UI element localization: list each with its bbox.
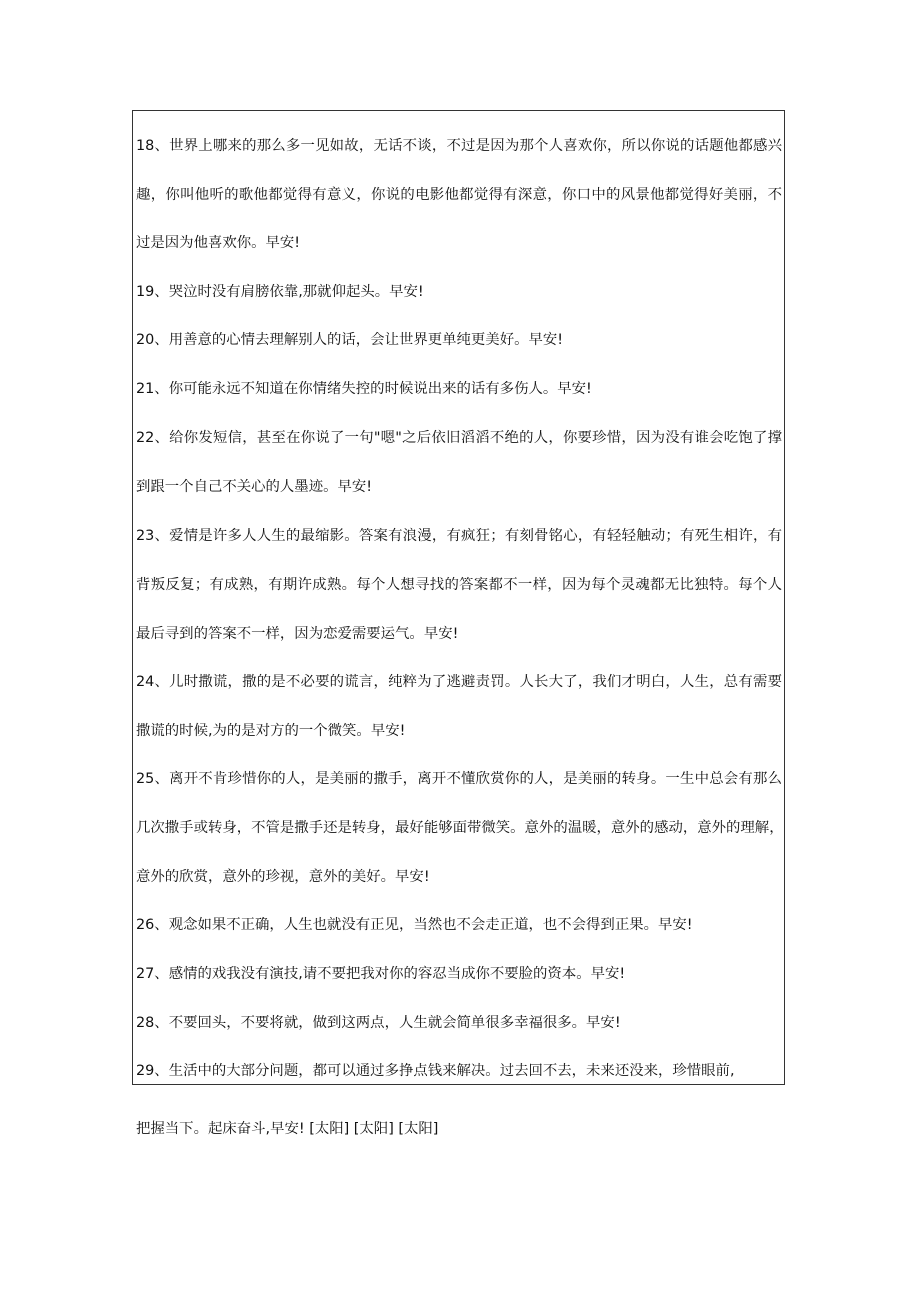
quote-29-line-1: 29、生活中的大部分问题，都可以通过多挣点钱来解决。过去回不去，未来还没来，珍惜眼前, [136, 1063, 735, 1079]
quote-22-line-1: 22、给你发短信，甚至在你说了一句"嗯"之后依旧滔滔不绝的人，你要珍惜，因为没有谁会吃饱了撑 [136, 430, 782, 446]
quote-24-line-2: 撒谎的时候,为的是对方的一个微笑。早安! [136, 723, 406, 739]
quote-18-line-2: 趣，你叫他听的歌他都觉得有意义，你说的电影他都觉得有深意，你口中的风景他都觉得好美丽，不 [136, 187, 782, 203]
quote-20: 20、用善意的心情去理解别人的话，会让世界更单纯更美好。早安! [136, 332, 564, 348]
quote-24-line-1: 24、儿时撒谎，撒的是不必要的谎言，纯粹为了逃避责罚。人长大了，我们才明白，人生，总有需要 [136, 674, 782, 690]
quote-23-line-2: 背叛反复；有成熟，有期许成熟。每个人想寻找的答案都不一样，因为每个灵魂都无比独特。每个人 [136, 577, 782, 593]
quote-26: 26、观念如果不正确，人生也就没有正见，当然也不会走正道，也不会得到正果。早安! [136, 917, 693, 933]
quote-21: 21、你可能永远不知道在你情绪失控的时候说出来的话有多伤人。早安! [136, 381, 592, 397]
quote-29-line-2: 把握当下。起床奋斗,早安! [太阳] [太阳] [太阳] [136, 1121, 439, 1137]
quote-27: 27、感情的戏我没有演技,请不要把我对你的容忍当成你不要脸的资本。早安! [136, 966, 626, 982]
quote-25-line-3: 意外的欣赏，意外的珍视，意外的美好。早安! [136, 869, 430, 885]
quote-19: 19、哭泣时没有肩膀依靠,那就仰起头。早安! [136, 284, 424, 300]
quote-23-line-1: 23、爱情是许多人人生的最缩影。答案有浪漫，有疯狂；有刻骨铭心，有轻轻触动；有死生相许，有 [136, 528, 782, 544]
quote-18-line-3: 过是因为他喜欢你。早安! [136, 235, 301, 251]
quote-18-line-1: 18、世界上哪来的那么多一见如故，无话不谈，不过是因为那个人喜欢你，所以你说的话题他都感兴 [136, 138, 782, 154]
quote-23-line-3: 最后寻到的答案不一样，因为恋爱需要运气。早安! [136, 626, 459, 642]
quote-22-line-2: 到跟一个自己不关心的人墨迹。早安! [136, 479, 373, 495]
quote-25-line-1: 25、离开不肯珍惜你的人，是美丽的撒手，离开不懂欣赏你的人，是美丽的转身。一生中总会有那么 [136, 771, 782, 787]
quote-25-line-2: 几次撒手或转身，不管是撒手还是转身，最好能够面带微笑。意外的温暖，意外的感动，意外的理解， [136, 820, 784, 836]
quote-28: 28、不要回头，不要将就，做到这两点，人生就会简单很多幸福很多。早安! [136, 1015, 621, 1031]
text-frame [132, 110, 785, 1085]
